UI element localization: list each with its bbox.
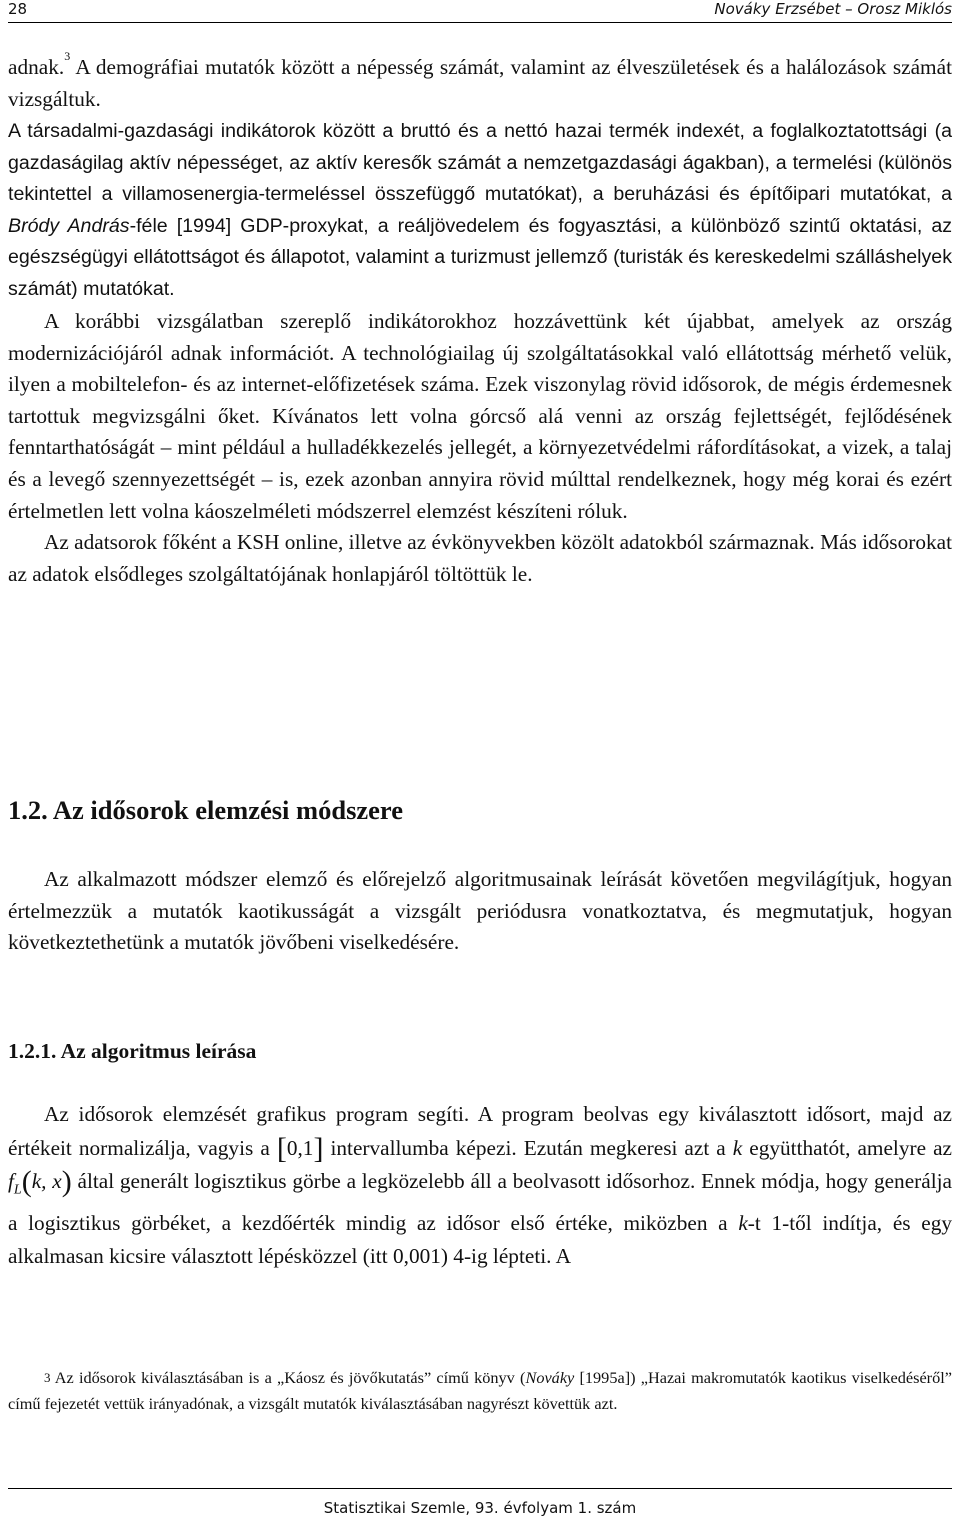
- footnote: $^3$ Az idősorok kiválasztásában is a „Káosz és jövőkutatás” című könyv (Nováky [1995a]) „Hazai makromutatók kaotikus viselkedéséről” című fejezetét vettük irányadónak, a vizsgált mutatók kiválasztásában nagyrészt követtük azt.: [8, 1368, 952, 1413]
- para1-start: adnak.: [8, 55, 65, 79]
- paragraph-1-serif: [8, 49, 952, 115]
- section-intro: Az alkalmazott módszer elemző és előrejelző algoritmusainak leírását követően megvilágítjuk, hogyan értelmezzük a mutatók kaotikusságát a vizsgált periódusra vonatkoztatva, és megmutatjuk, hogyan következtethetünk a mutatók jövőbeni viselkedésére.: [8, 867, 952, 955]
- section-heading: 1.2. Az idősorok elemzési módszere: [8, 795, 403, 825]
- k-variable: k: [732, 1135, 743, 1160]
- interval-expression: [0,1]: [276, 1131, 324, 1165]
- page-number: 28: [8, 0, 28, 18]
- footnote-author: Nováky: [525, 1368, 575, 1387]
- running-header: [8, 0, 952, 23]
- journal-footer: [8, 1488, 952, 1521]
- author-brody: Bródy András: [8, 214, 130, 237]
- paragraph-1-sans: [8, 116, 952, 306]
- para1-tail: -féle [1994] GDP-proxykat, a reáljövedelem és fogyasztási, a különböző szintű oktatási, az egészségügyi ellátottságot és állapotot, valamint a turizmust jellemző (turisták és kereskedelmi szálláshelyek számát) mutatókat.: [8, 214, 953, 300]
- para1-rest: A demográfiai mutatók között a népesség számát, valamint az élveszületések és a halálozások számát vizsgáltuk.: [8, 55, 952, 111]
- running-title: Nováky Erzsébet – Orosz Miklós: [714, 0, 952, 18]
- footnote-ref[interactable]: 3: [64, 49, 71, 63]
- footnote-mark: 3: [44, 1370, 51, 1385]
- journal-name: Statisztikai Szemle, 93. évfolyam 1. szám: [323, 1499, 637, 1517]
- logistic-function: $f_L(k$, x): [8, 1165, 72, 1198]
- subsection-heading: 1.2.1. Az algoritmus leírása: [8, 1039, 257, 1063]
- paragraph-2: A korábbi vizsgálatban szereplő indikátorokhoz hozzávettünk két újabbat, amelyek az ország modernizációjáról adnak információt. A technológiailag új szolgáltatásokkal való ellátottság mérhető velük, ilyen a mobiltelefon- és az internet-előfizetések száma. Ezek viszonylag rövid idősorok, de mégis érdemesnek tartottuk megvizsgálni őket. Kívánatos lett volna górcső alá venni az ország fejlettségét, fejlődésének fenntarthatóságát – mint például a hulladékkezelés jellegét, a környezetvédelmi ráfordításokat, a vizek, a talaj és a levegő szennyezettségét – is, ezek azonban annyira rövid múlttal rendelkeznek, hogy még korai és ezért értelmetlen lett volna káoszelméleti módszerrel elemzést készíteni róluk. Az adatsorok főként a KSH online, illetve az évkönyvekben közölt adatokból származnak. Más idősorokat az adatok elsődleges szolgáltatójának honlapjáról töltöttük le.: [8, 306, 952, 590]
- subsection-paragraph: Az idősorok elemzését grafikus program segíti. A program beolvas egy kiválasztott idősort, majd az értékeit normalizálja, vagyis a [0,1] intervallumba képezi. Ezután megkeresi azt a k együtthatót, amelyre az $f_L(k$, x) által generált logisztikus görbe a legközelebb áll a beolvasott idősorhoz. Ennek módja, hogy generálja a logisztikus görbéket, a kezdőérték mindig az idősor első értéke, miközben a k-t 1-től indítja, és egy alkalmasan kicsire választott lépésközzel (itt 0,001) 4-ig lépteti. A: [8, 1102, 952, 1269]
- k-variable-2: k: [738, 1210, 748, 1235]
- para1-sans-text: A társadalmi-gazdasági indikátorok között a bruttó és a nettó hazai termék indexét, a foglalkoztatottsági (a gazdaságilag aktív népességet, az aktív keresők számát a nemzetgazdasági ágakban), a termelési (különös tekintettel a villamosenergia-termeléssel összefüggő mutatókat), a beruházási és építőipari mutatókat, a: [8, 120, 952, 206]
- paragraph-3: Az adatsorok főként a KSH online, illetve az évkönyvekben közölt adatokból származnak. Más idősorokat az adatok elsődleges szolgáltatójának honlapjáról töltöttük le.: [8, 530, 952, 586]
